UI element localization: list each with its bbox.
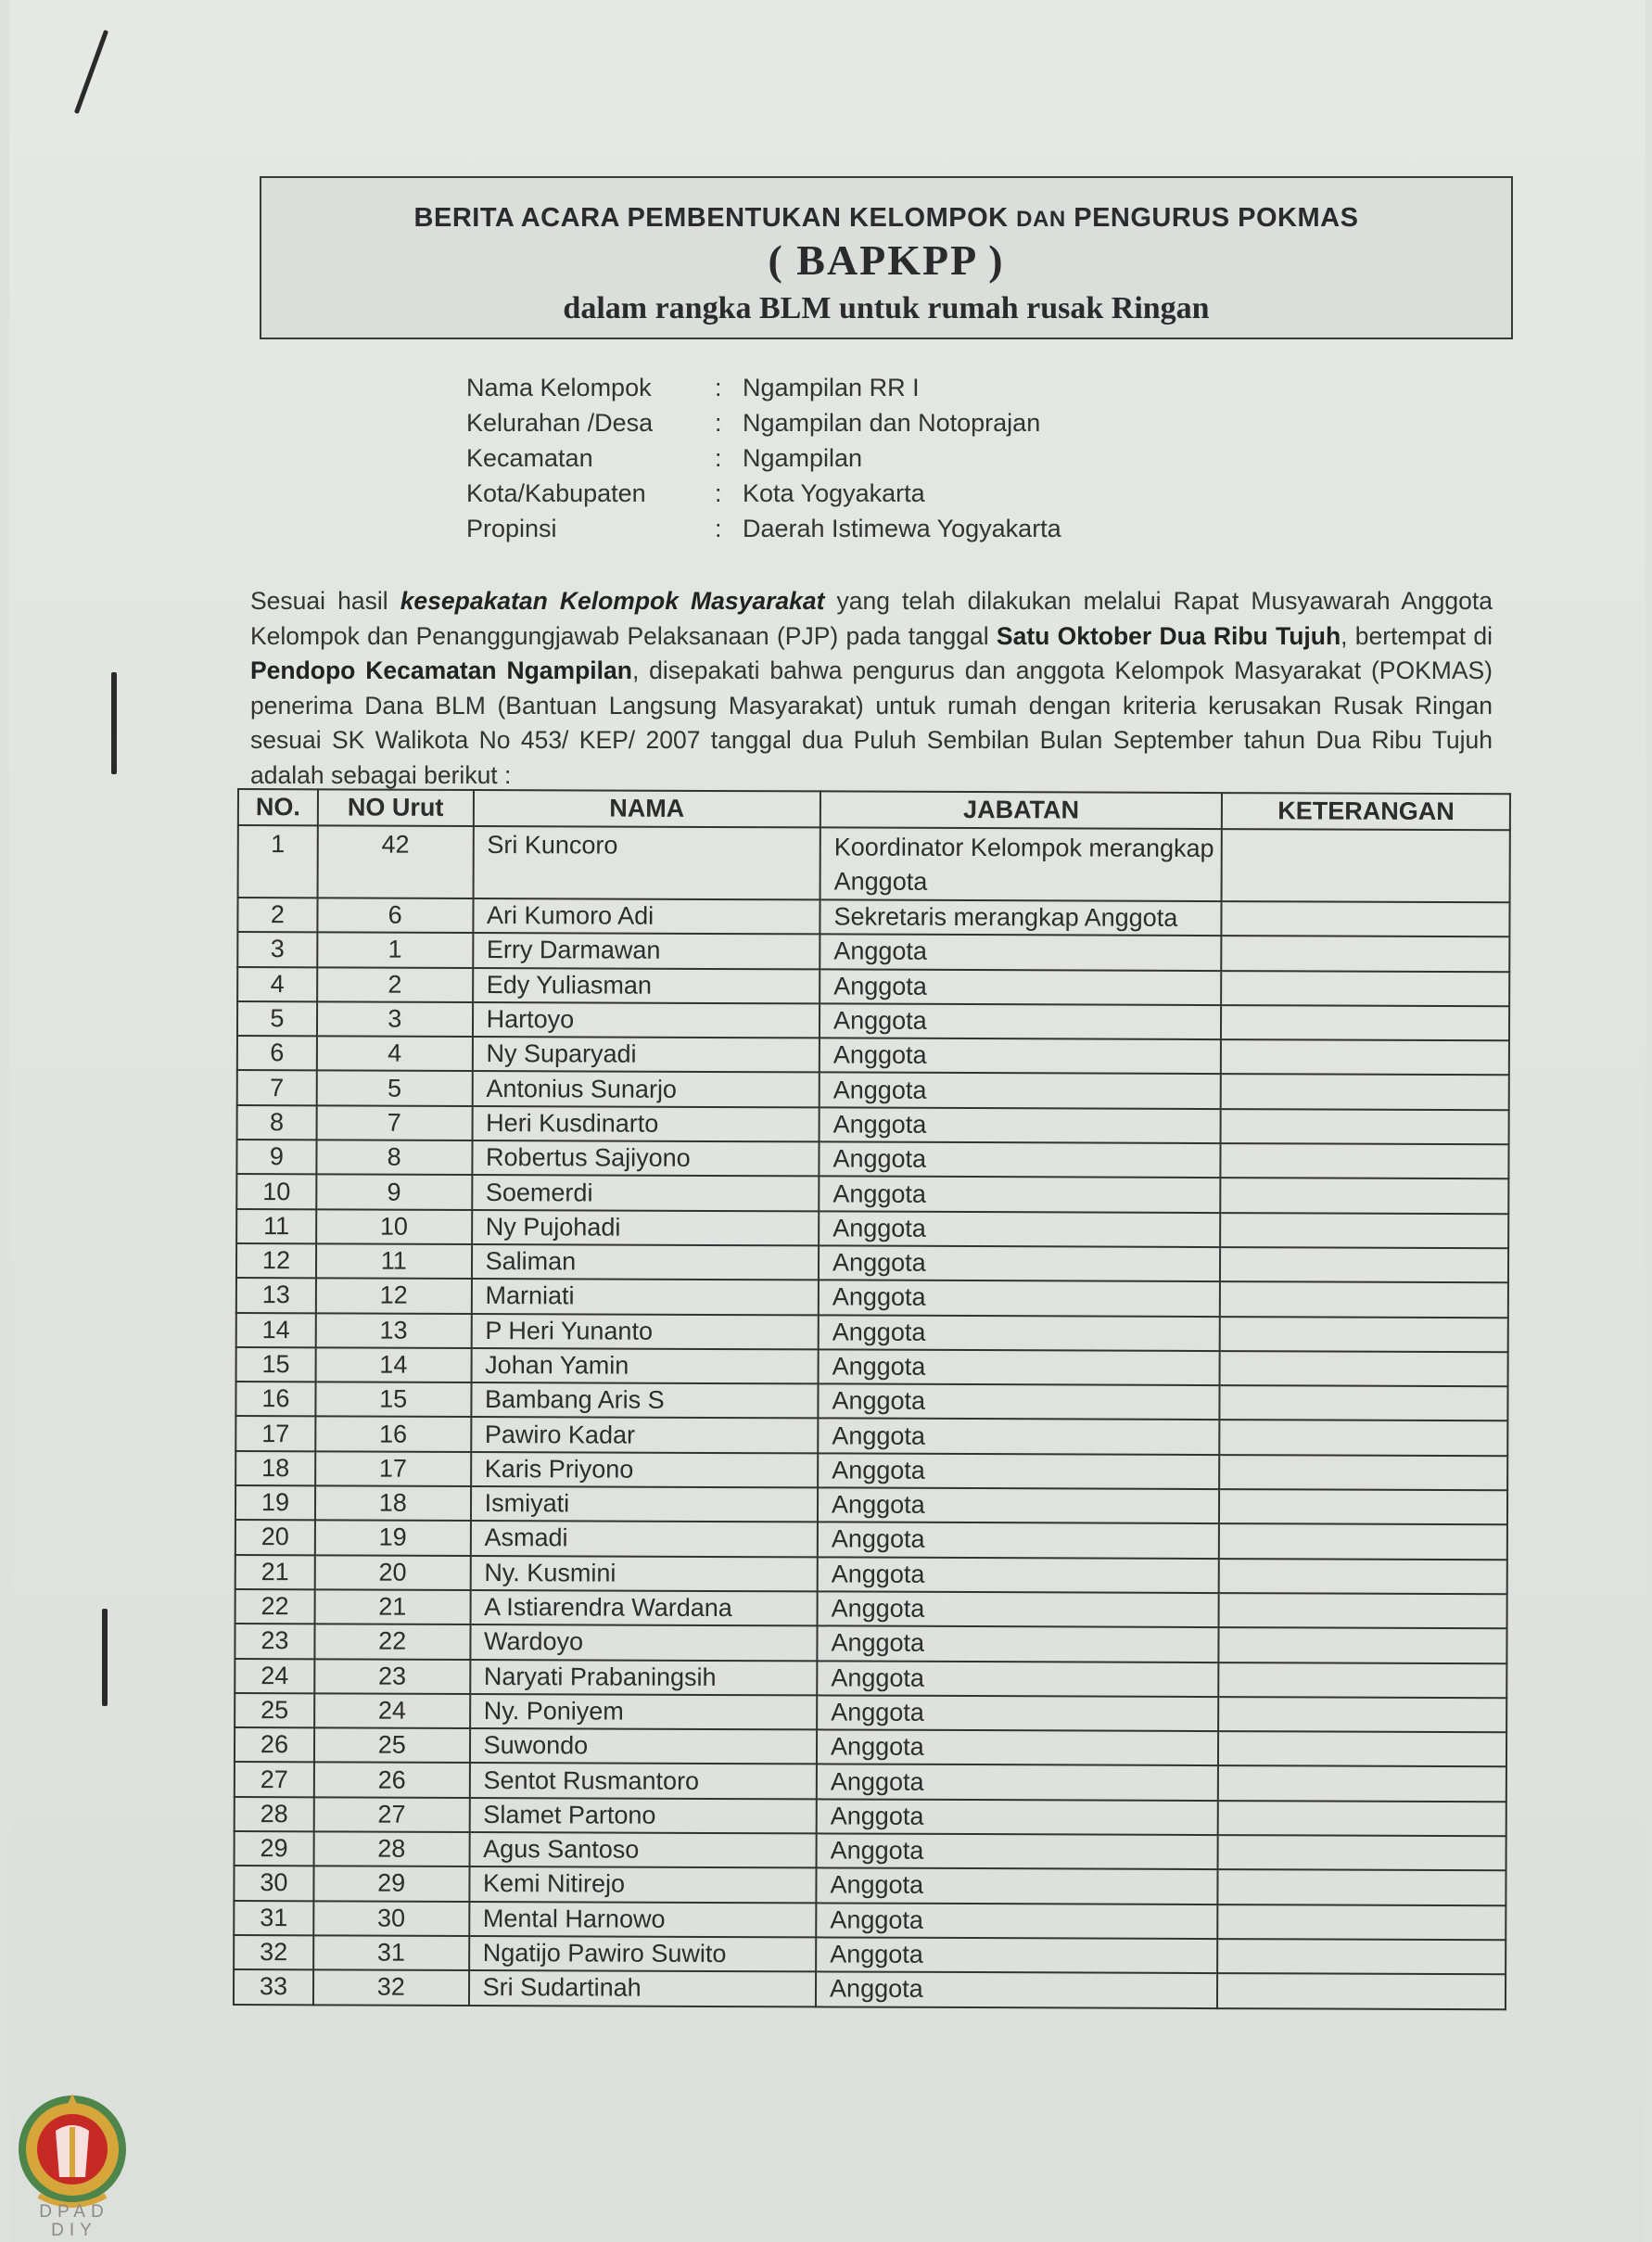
- cell-nama: Heri Kusdinarto: [472, 1106, 820, 1142]
- cell-nama: Kemi Nitirejo: [469, 1866, 817, 1903]
- cell-jabatan: Anggota: [818, 1453, 1219, 1489]
- cell-no: 16: [235, 1382, 315, 1417]
- cell-nama: Wardoyo: [470, 1624, 818, 1661]
- cell-no-urut: 29: [313, 1866, 469, 1902]
- col-header-nama: NAMA: [473, 790, 820, 827]
- cell-nama: Sri Kuncoro: [473, 826, 820, 899]
- table-row: [236, 1278, 1508, 1318]
- cell-no-urut: 8: [316, 1140, 472, 1175]
- table-row: [235, 1555, 1507, 1595]
- cell-jabatan: Anggota: [820, 969, 1221, 1005]
- cell-jabatan: Anggota: [819, 1141, 1220, 1178]
- cell-keterangan: [1221, 1109, 1509, 1144]
- watermark-text: DPAD DIY: [39, 2202, 109, 2240]
- cell-keterangan: [1219, 1593, 1507, 1628]
- table-row: [234, 1901, 1506, 1941]
- cell-keterangan: [1218, 1731, 1506, 1766]
- cell-no: 28: [235, 1797, 314, 1832]
- cell-no-urut: 32: [313, 1970, 469, 2006]
- cell-jabatan: Anggota: [820, 935, 1221, 971]
- info-row: Propinsi : Daerah Istimewa Yogyakarta: [466, 515, 1061, 542]
- table-row: [234, 1935, 1506, 1975]
- info-row: Kota/Kabupaten : Kota Yogyakarta: [466, 479, 925, 507]
- cell-keterangan: [1219, 1523, 1507, 1559]
- cell-no: 27: [235, 1762, 314, 1797]
- col-header-jabatan: JABATAN: [820, 791, 1222, 829]
- table-row: [235, 1659, 1506, 1699]
- cell-keterangan: [1218, 1697, 1506, 1732]
- cell-keterangan: [1220, 1385, 1508, 1420]
- cell-jabatan: Sekretaris merangkap Anggota: [820, 899, 1221, 936]
- cell-no-urut: 21: [314, 1589, 470, 1624]
- cell-no: 13: [236, 1278, 316, 1313]
- cell-no-urut: 5: [317, 1071, 473, 1106]
- cell-no-urut: 18: [315, 1485, 471, 1521]
- cell-no-urut: 26: [314, 1763, 470, 1798]
- cell-keterangan: [1220, 1213, 1508, 1248]
- cell-keterangan: [1221, 971, 1509, 1006]
- cell-no: 3: [237, 932, 317, 967]
- table-row: [235, 1589, 1507, 1629]
- cell-no-urut: 7: [316, 1105, 472, 1140]
- table-row: [237, 1036, 1509, 1076]
- table-row: [235, 1693, 1506, 1733]
- cell-nama: P Heri Yunanto: [471, 1314, 819, 1350]
- cell-keterangan: [1218, 1835, 1506, 1870]
- col-header-no: NO.: [238, 789, 318, 825]
- cell-nama: Karis Priyono: [471, 1452, 819, 1488]
- cell-keterangan: [1222, 829, 1510, 902]
- cell-no-urut: 4: [317, 1037, 473, 1072]
- cell-no: 11: [236, 1209, 316, 1244]
- cell-keterangan: [1221, 1039, 1509, 1075]
- cell-no: 14: [236, 1313, 316, 1348]
- cell-keterangan: [1222, 901, 1510, 936]
- cell-keterangan: [1217, 1973, 1506, 2008]
- table-row: [237, 967, 1509, 1007]
- cell-nama: Mental Harnowo: [469, 1902, 817, 1938]
- cell-jabatan: Anggota: [819, 1349, 1220, 1385]
- cell-keterangan: [1219, 1662, 1507, 1698]
- cell-keterangan: [1218, 1765, 1506, 1801]
- cell-no-urut: 10: [316, 1209, 472, 1244]
- cell-no-urut: 23: [314, 1659, 470, 1694]
- info-row: Nama Kelompok : Ngampilan RR I: [466, 374, 920, 401]
- member-table: [233, 788, 1511, 2010]
- table-row: [234, 1866, 1506, 1905]
- cell-nama: Naryati Prabaningsih: [470, 1660, 818, 1696]
- cell-keterangan: [1218, 1869, 1506, 1904]
- cell-jabatan: Anggota: [820, 1038, 1221, 1075]
- cell-no-urut: 3: [317, 1001, 473, 1037]
- cell-keterangan: [1218, 1904, 1506, 1940]
- cell-no-urut: 31: [313, 1935, 469, 1970]
- cell-no-urut: 30: [313, 1901, 469, 1936]
- cell-jabatan: Anggota: [816, 1972, 1217, 2008]
- cell-jabatan: Anggota: [817, 1730, 1218, 1766]
- cell-no-urut: 17: [315, 1451, 471, 1486]
- cell-keterangan: [1217, 1939, 1506, 1974]
- cell-no-urut: 9: [316, 1175, 472, 1210]
- cell-jabatan: Anggota: [820, 1107, 1221, 1143]
- cell-no: 26: [235, 1727, 314, 1763]
- cell-jabatan: Anggota: [817, 1661, 1218, 1697]
- cell-no-urut: 11: [316, 1243, 472, 1279]
- cell-no: 31: [234, 1901, 313, 1936]
- cell-keterangan: [1221, 1075, 1509, 1110]
- cell-no-urut: 13: [316, 1313, 472, 1348]
- cell-nama: Pawiro Kadar: [471, 1417, 819, 1453]
- intro-paragraph: Sesuai hasil kesepakatan Kelompok Masyarakat yang telah dilakukan melalui Rapat Musyawarah Anggota Kelompok dan Penanggungjawab Pelaksanaan (PJP) pada tanggal Satu Oktober Dua Ribu Tujuh, bertempat di Pendopo Kecamatan Ngampilan, disepakati bahwa pengurus dan anggota Kelompok Masyarakat (POKMAS) penerima Dana BLM (Bantuan Langsung Masyarakat) untuk rumah dengan kriteria kerusakan Rusak Ringan sesuai SK Walikota No 453/ KEP/ 2007 tanggal dua Puluh Sembilan Bulan September tahun Dua Ribu Tujuh adalah sebagai berikut :: [250, 587, 1493, 789]
- cell-jabatan: Anggota: [819, 1177, 1220, 1213]
- header-title: BERITA ACARA PEMBENTUKAN KELOMPOK DAN PENGURUS POKMAS: [413, 203, 1359, 233]
- cell-jabatan: Anggota: [817, 1799, 1218, 1835]
- cell-jabatan: Anggota: [818, 1487, 1219, 1523]
- cell-no: 5: [237, 1001, 317, 1037]
- cell-no: 20: [235, 1520, 315, 1555]
- cell-jabatan: Anggota: [819, 1315, 1220, 1351]
- table-row: [236, 1209, 1508, 1249]
- cell-no-urut: 1: [317, 933, 473, 968]
- cell-no: 7: [237, 1070, 317, 1105]
- cell-jabatan: Anggota: [819, 1280, 1220, 1317]
- cell-nama: Ny. Kusmini: [470, 1556, 818, 1592]
- cell-keterangan: [1220, 1317, 1508, 1352]
- cell-no: 22: [235, 1589, 315, 1624]
- cell-jabatan: Anggota: [816, 1903, 1217, 1939]
- cell-nama: Ari Kumoro Adi: [473, 898, 820, 935]
- table-row: [235, 1520, 1507, 1560]
- table-row: [236, 1347, 1508, 1387]
- table-row: [236, 1174, 1508, 1214]
- group-info: [466, 374, 1061, 550]
- cell-no: 21: [235, 1555, 315, 1590]
- cell-jabatan: Anggota: [820, 1073, 1221, 1109]
- cell-jabatan: Anggota: [819, 1245, 1220, 1281]
- cell-nama: Saliman: [472, 1244, 820, 1280]
- table-row: [235, 1727, 1506, 1767]
- cell-no: 29: [235, 1831, 314, 1866]
- info-row: Kelurahan /Desa : Ngampilan dan Notoprajan: [466, 409, 1041, 437]
- cell-keterangan: [1219, 1627, 1507, 1662]
- cell-no: 12: [236, 1243, 316, 1279]
- table-row: [235, 1797, 1506, 1837]
- cell-nama: Hartoyo: [473, 1002, 820, 1038]
- cell-nama: Johan Yamin: [471, 1348, 819, 1384]
- cell-nama: Antonius Sunarjo: [472, 1071, 820, 1107]
- table-row: [235, 1382, 1507, 1421]
- info-row: Kecamatan : Ngampilan: [466, 444, 863, 472]
- cell-no: 2: [237, 898, 317, 933]
- table-row: [237, 1001, 1509, 1041]
- table-row: [235, 1416, 1507, 1456]
- table-row: [234, 1969, 1506, 2009]
- cell-nama: Slamet Partono: [469, 1798, 817, 1834]
- col-header-no-urut: NO Urut: [318, 789, 474, 826]
- cell-nama: Agus Santoso: [469, 1832, 817, 1868]
- cell-no: 19: [235, 1485, 315, 1521]
- cell-jabatan: Anggota: [818, 1419, 1219, 1455]
- cell-keterangan: [1221, 1143, 1509, 1178]
- cell-nama: Bambang Aris S: [471, 1382, 819, 1419]
- cell-no: 6: [237, 1036, 317, 1071]
- cell-jabatan: Anggota: [817, 1695, 1218, 1731]
- cell-no: 30: [234, 1866, 313, 1901]
- cell-no-urut: 28: [313, 1831, 469, 1866]
- cell-nama: Asmadi: [470, 1521, 818, 1557]
- table-row: [236, 1243, 1508, 1283]
- cell-keterangan: [1219, 1559, 1507, 1594]
- cell-no-urut: 42: [317, 825, 473, 898]
- cell-keterangan: [1220, 1351, 1508, 1386]
- seal-icon: [11, 2038, 133, 2219]
- cell-keterangan: [1220, 1247, 1508, 1282]
- cell-keterangan: [1222, 936, 1510, 971]
- cell-no: 25: [235, 1693, 314, 1728]
- cell-nama: Ny. Poniyem: [470, 1694, 818, 1730]
- cell-nama: Robertus Sajiyono: [472, 1140, 820, 1177]
- table-row: [238, 825, 1510, 902]
- table-row: [235, 1451, 1507, 1491]
- cell-jabatan: Koordinator Kelompok merangkap Anggota: [820, 827, 1223, 901]
- cell-no: 1: [238, 825, 318, 898]
- cell-nama: Ngatijo Pawiro Suwito: [469, 1936, 817, 1972]
- cell-no-urut: 15: [315, 1382, 471, 1417]
- cell-jabatan: Anggota: [818, 1591, 1219, 1627]
- cell-keterangan: [1218, 1801, 1506, 1836]
- cell-no-urut: 12: [316, 1279, 472, 1314]
- table-row: [235, 1762, 1506, 1802]
- document-header: [260, 176, 1513, 339]
- cell-nama: Suwondo: [470, 1728, 818, 1764]
- cell-jabatan: Anggota: [818, 1522, 1219, 1559]
- table-row: [237, 1105, 1509, 1145]
- cell-no: 33: [234, 1969, 313, 2005]
- table-row: [237, 1070, 1509, 1110]
- staple-mark-top: [111, 672, 117, 774]
- cell-no-urut: 20: [315, 1555, 471, 1590]
- cell-jabatan: Anggota: [817, 1764, 1218, 1801]
- cell-nama: Sentot Rusmantoro: [469, 1763, 817, 1799]
- cell-no-urut: 2: [317, 967, 473, 1002]
- cell-no: 23: [235, 1624, 314, 1659]
- cell-no-urut: 14: [315, 1347, 471, 1382]
- cell-jabatan: Anggota: [817, 1626, 1218, 1662]
- cell-no-urut: 24: [314, 1693, 470, 1728]
- cell-jabatan: Anggota: [816, 1868, 1217, 1904]
- cell-no: 9: [236, 1140, 316, 1175]
- table-row: [236, 1313, 1508, 1353]
- cell-no-urut: 6: [317, 898, 473, 933]
- cell-no: 32: [234, 1935, 313, 1970]
- cell-keterangan: [1220, 1281, 1508, 1317]
- cell-no: 24: [235, 1659, 314, 1694]
- cell-jabatan: Anggota: [816, 1937, 1217, 1973]
- cell-nama: Erry Darmawan: [473, 933, 820, 969]
- cell-keterangan: [1220, 1420, 1508, 1456]
- cell-keterangan: [1221, 1005, 1509, 1040]
- cell-no-urut: 16: [315, 1417, 471, 1452]
- cell-nama: Edy Yuliasman: [473, 968, 820, 1004]
- table-row: [237, 898, 1509, 937]
- header-subtitle: dalam rangka BLM untuk rumah rusak Ringan: [563, 291, 1210, 325]
- cell-jabatan: Anggota: [819, 1211, 1220, 1247]
- table-row: [235, 1485, 1507, 1525]
- cell-jabatan: Anggota: [818, 1384, 1219, 1420]
- cell-keterangan: [1219, 1489, 1507, 1524]
- cell-nama: Ismiyati: [471, 1486, 819, 1522]
- cell-no: 18: [235, 1451, 315, 1486]
- table-body: [234, 825, 1510, 2009]
- cell-no: 15: [236, 1347, 316, 1382]
- cell-nama: A Istiarendra Wardana: [470, 1590, 818, 1626]
- cell-jabatan: Anggota: [817, 1833, 1218, 1869]
- cell-keterangan: [1219, 1455, 1507, 1490]
- cell-keterangan: [1221, 1178, 1509, 1213]
- cell-no: 8: [237, 1105, 317, 1140]
- cell-nama: Marniati: [471, 1279, 819, 1315]
- cell-nama: Sri Sudartinah: [469, 1970, 817, 2006]
- header-acronym: ( BAPKPP ): [768, 236, 1005, 284]
- cell-no-urut: 25: [314, 1727, 470, 1763]
- cell-jabatan: Anggota: [818, 1557, 1219, 1593]
- table-row: [236, 1140, 1508, 1179]
- staple-mark-bottom: [102, 1609, 108, 1706]
- table-row: [235, 1624, 1506, 1663]
- cell-no: 4: [237, 967, 317, 1002]
- cell-no: 17: [235, 1416, 315, 1451]
- cell-no-urut: 27: [314, 1797, 470, 1832]
- table-header-row: [238, 789, 1510, 830]
- cell-no: 10: [236, 1174, 316, 1209]
- document-page: [9, 0, 1646, 2242]
- col-header-keterangan: KETERANGAN: [1222, 793, 1510, 830]
- pen-mark: [74, 30, 108, 114]
- cell-jabatan: Anggota: [820, 1003, 1221, 1039]
- cell-nama: Soemerdi: [472, 1175, 820, 1211]
- cell-no-urut: 22: [314, 1624, 470, 1660]
- table-row: [235, 1831, 1506, 1871]
- cell-nama: Ny Pujohadi: [472, 1210, 820, 1246]
- cell-nama: Ny Suparyadi: [472, 1037, 820, 1073]
- table-row: [237, 932, 1509, 972]
- cell-no-urut: 19: [315, 1521, 471, 1556]
